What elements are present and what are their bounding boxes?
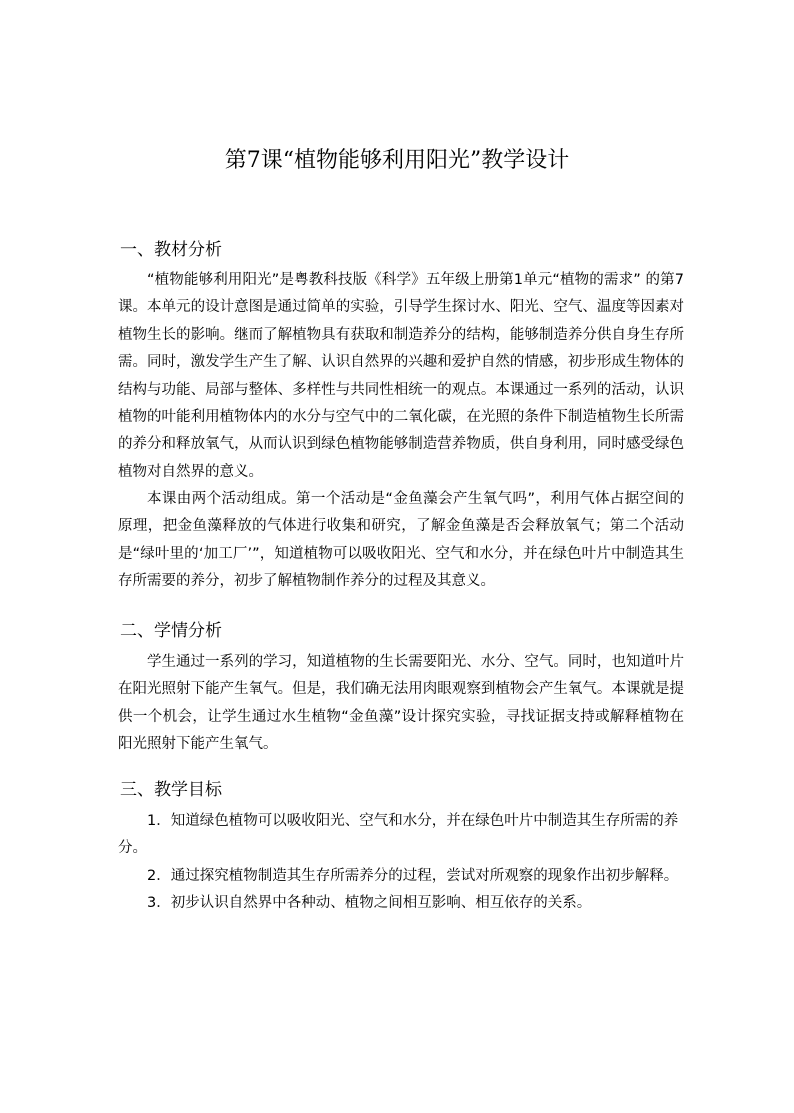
objective-item: 3．初步认识自然界中各种动、植物之间相互影响、相互依存的关系。 bbox=[147, 895, 592, 911]
objective-item: 1．知道绿色植物可以吸收阳光、空气和水分，并在绿色叶片中制造其生存所需的养分。 bbox=[118, 813, 679, 857]
section-heading-student-analysis: 二、学情分析 bbox=[120, 621, 222, 641]
objective-item: 2．通过探究植物制造其生存所需养分的过程，尝试对所观察的现象作出初步解释。 bbox=[147, 868, 679, 884]
paragraph: 学生通过一系列的学习，知道植物的生长需要阳光、水分、空气。同时，也知道叶片在阳光照射下能产生氧气。但是，我们确无法用肉眼观察到植物会产生氧气。本课就是提供一个机会，让学生通过水生植物“金鱼藻”设计探究实验，寻找证据支持或解释植物在阳光照射下能产生氧气。 bbox=[118, 654, 684, 753]
section-heading-textbook-analysis: 一、教材分析 bbox=[120, 240, 222, 260]
section-heading-teaching-objectives: 三、教学目标 bbox=[120, 780, 222, 800]
page-title: 第7课“植物能够利用阳光”教学设计 bbox=[224, 148, 570, 173]
paragraph: 本课由两个活动组成。第一个活动是“金鱼藻会产生氧气吗”，利用气体占据空间的原理，把金鱼藻释放的气体进行收集和研究，了解金鱼藻是否会释放氧气；第二个活动是“绿叶里的‘加工厂’”，知道植物可以吸收阳光、空气和水分，并在绿色叶片中制造其生存所需要的养分，初步了解植物制作养分的过程及其意义。 bbox=[118, 491, 684, 590]
paragraph: “植物能够利用阳光”是粤教科技版《科学》五年级上册第1单元“植物的需求” 的第7课。本单元的设计意图是通过简单的实验，引导学生探讨水、阳光、空气、温度等因素对植物生长的影响。继而了解植物具有获取和制造养分的结构，能够制造养分供自身生存所需。同时，激发学生产生了解、认识自然界的兴趣和爱护自然的情感，初步形成生物体的结构与功能、局部与整体、多样性与共同性相统一的观点。本课通过一系列的活动，认识植物的叶能利用植物体内的水分与空气中的二氧化碳，在光照的条件下制造植物生长所需的养分和释放氧气，从而认识到绿色植物能够制造营养物质，供自身利用，同时感受绿色植物对自然界的意义。 bbox=[118, 272, 684, 480]
